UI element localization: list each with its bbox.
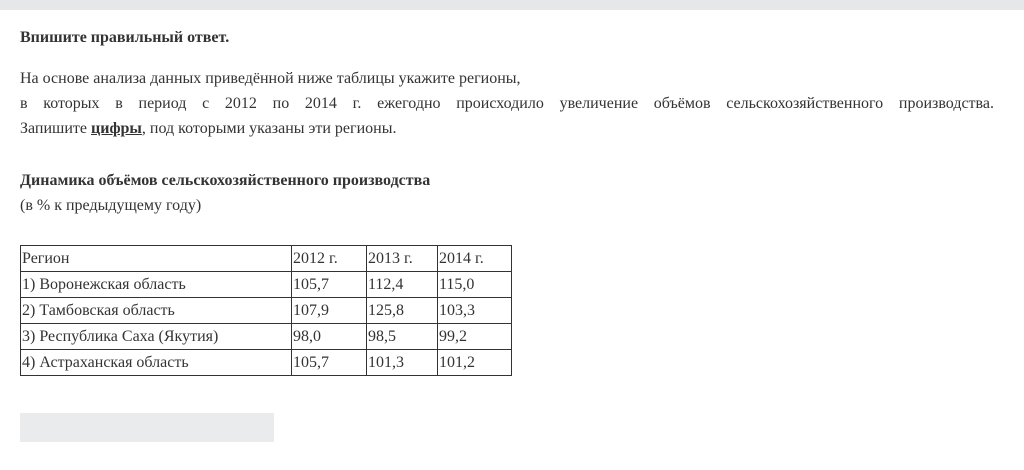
question-line-3 <box>20 120 396 137</box>
header-2012: 2012 г. <box>292 246 367 272</box>
table-title <box>20 168 994 218</box>
question-line-2: в которых в период с 2012 по 2014 г. ежегодно происходило увеличение объёмов сельскохозяйственного производства. <box>20 95 994 112</box>
cell-2013: 101,3 <box>367 350 438 376</box>
table-title-subtitle: (в % к предыдущему году) <box>20 197 202 214</box>
table-row <box>21 324 512 350</box>
question-emphasis: цифры <box>91 120 142 137</box>
cell-2014: 103,3 <box>438 298 512 324</box>
header-2014: 2014 г. <box>438 246 512 272</box>
question-text <box>20 66 994 141</box>
task-instruction: Впишите правильный ответ. <box>20 29 230 46</box>
cell-2014: 101,2 <box>438 350 512 376</box>
task-content <box>20 27 994 376</box>
table-row <box>21 298 512 324</box>
answer-input[interactable] <box>20 413 274 442</box>
table-row <box>21 350 512 376</box>
header-region: Регион <box>21 246 292 272</box>
cell-2012: 105,7 <box>292 350 367 376</box>
table-header-row <box>21 246 512 272</box>
cell-2013: 112,4 <box>367 272 438 298</box>
cell-2012: 98,0 <box>292 324 367 350</box>
top-bar <box>0 0 1024 10</box>
cell-region: 4) Астраханская область <box>21 350 292 376</box>
cell-2012: 105,7 <box>292 272 367 298</box>
cell-region: 3) Республика Саха (Якутия) <box>21 324 292 350</box>
cell-region: 1) Воронежская область <box>21 272 292 298</box>
question-line-1: На основе анализа данных приведённой ниже таблицы укажите регионы, <box>20 70 521 87</box>
cell-region: 2) Тамбовская область <box>21 298 292 324</box>
table-title-main: Динамика объёмов сельскохозяйственного производства <box>20 172 431 189</box>
question-line-3-end: , под которыми указаны эти регионы. <box>141 120 397 137</box>
table-row <box>21 272 512 298</box>
cell-2012: 107,9 <box>292 298 367 324</box>
cell-2013: 98,5 <box>367 324 438 350</box>
cell-2014: 115,0 <box>438 272 512 298</box>
header-2013: 2013 г. <box>367 246 438 272</box>
question-line-3-start: Запишите <box>20 120 92 137</box>
cell-2014: 99,2 <box>438 324 512 350</box>
cell-2013: 125,8 <box>367 298 438 324</box>
data-table <box>20 245 512 376</box>
